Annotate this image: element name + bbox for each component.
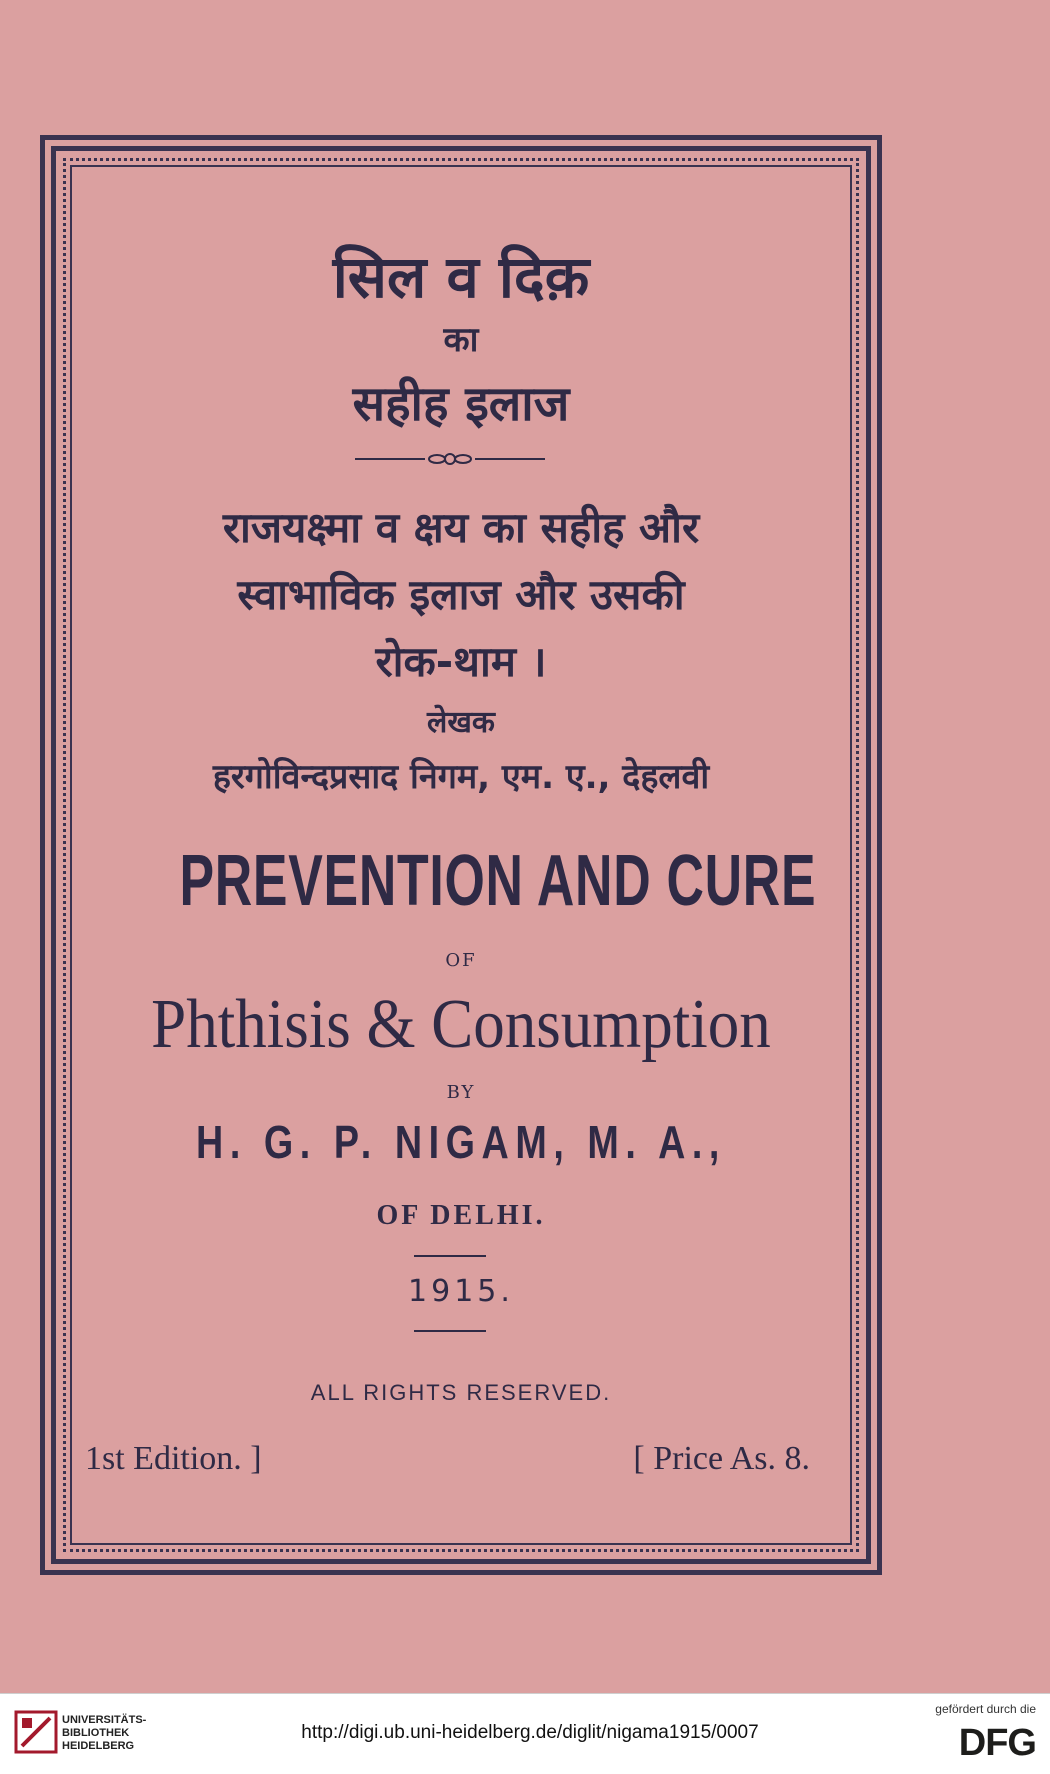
library-name-line-2: BIBLIOTHEK (62, 1727, 130, 1739)
hindi-description-line-2: स्वाभाविक इलाज और उसकी (237, 570, 685, 619)
library-name-line-1: UNIVERSITÄTS- (62, 1714, 147, 1726)
hindi-author-name: हरगोविन्दप्रसाद निगम, एम. ए., देहलवी (212, 757, 710, 797)
hindi-connector: का (443, 320, 479, 360)
english-of: OF (445, 950, 477, 971)
university-library-logo-icon[interactable] (14, 1710, 58, 1754)
english-author-city: OF DELHI. (376, 1200, 546, 1231)
hindi-description-line-1: राजयक्ष्मा व क्षय का सहीह और (222, 503, 700, 552)
viewer-footer (0, 1693, 1050, 1774)
library-name[interactable] (62, 1714, 146, 1753)
permalink-url[interactable]: http://digi.ub.uni-heidelberg.de/diglit/nigama1915/0007 (301, 1722, 759, 1743)
funding-note: gefördert durch die (935, 1702, 1036, 1716)
year-rule-top (414, 1255, 486, 1257)
english-title: PREVENTION AND CURE (179, 841, 817, 921)
price-label: [ Price As. 8. (633, 1440, 810, 1477)
hindi-author-label: लेखक (427, 705, 495, 740)
hindi-description-line-3: रोक-थाम । (375, 637, 547, 686)
library-name-line-3: HEIDELBERG (62, 1740, 135, 1752)
year-rule-bottom (414, 1330, 486, 1332)
ornament-divider-icon (355, 452, 545, 466)
dfg-logo[interactable]: DFG (958, 1722, 1036, 1764)
english-by: BY (446, 1082, 476, 1103)
edition-label: 1st Edition. ] (85, 1440, 262, 1477)
english-subtitle: Phthisis & Consumption (151, 986, 771, 1063)
rights-notice: ALL RIGHTS RESERVED. (310, 1380, 612, 1405)
hindi-subtitle: सहीह इलाज (352, 376, 570, 432)
publication-year: 1915. (408, 1274, 514, 1309)
hindi-title: सिल व दिक़ (332, 243, 590, 311)
english-author-name: H. G. P. NIGAM, M. A., (196, 1116, 726, 1168)
